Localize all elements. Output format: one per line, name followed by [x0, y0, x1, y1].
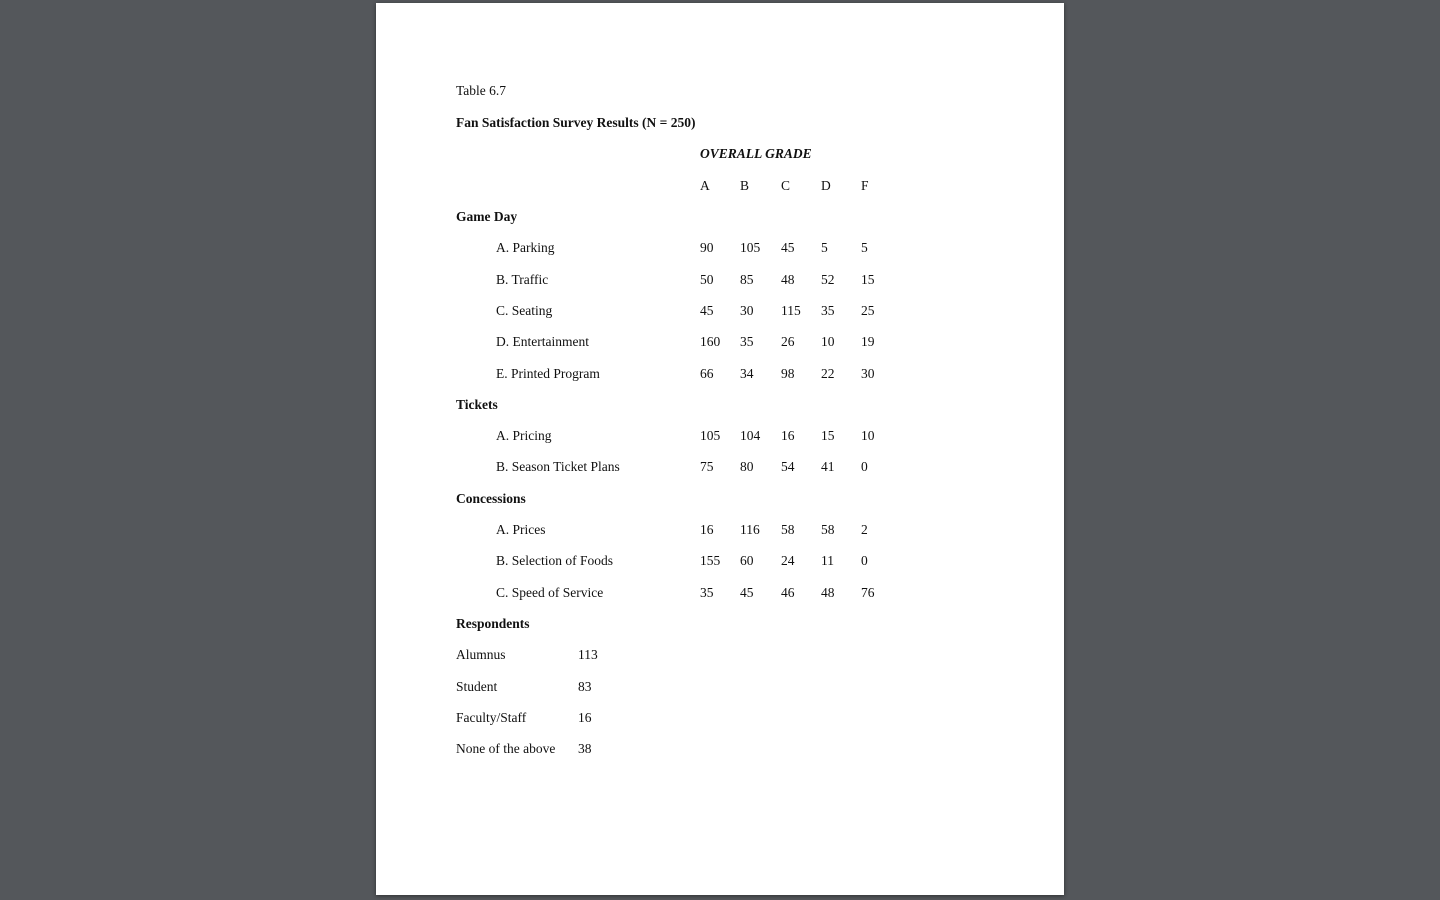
- cell-value: 41: [821, 459, 835, 475]
- respondent-count: 16: [578, 709, 592, 725]
- cell-value: 35: [700, 584, 714, 600]
- row-label: B. Traffic: [496, 271, 549, 287]
- cell-value: 0: [861, 459, 868, 475]
- cell-value: 10: [821, 334, 835, 350]
- cell-value: 15: [861, 271, 875, 287]
- cell-value: 11: [821, 553, 834, 569]
- cell-value: 10: [861, 428, 875, 444]
- cell-value: 58: [781, 522, 795, 537]
- row-label: A. Pricing: [496, 428, 552, 444]
- table-title: Fan Satisfaction Survey Results (N = 250): [456, 115, 696, 130]
- cell-value: 26: [781, 334, 795, 350]
- row-label: C. Seating: [496, 302, 553, 318]
- respondent-label: Alumnus: [456, 647, 506, 663]
- cell-value: 2: [861, 522, 868, 537]
- cell-value: 46: [781, 584, 795, 600]
- document-page: [376, 3, 1064, 895]
- row-label: A. Prices: [496, 522, 546, 537]
- cell-value: 30: [861, 365, 875, 381]
- section-heading: Concessions: [456, 490, 526, 506]
- cell-value: 22: [821, 365, 835, 381]
- cell-value: 160: [700, 334, 721, 350]
- grade-header-f: F: [861, 178, 869, 193]
- cell-value: 25: [861, 302, 875, 318]
- cell-value: 24: [781, 553, 795, 569]
- cell-value: 16: [781, 428, 795, 444]
- respondents-heading: Respondents: [456, 615, 530, 631]
- cell-value: 48: [781, 271, 795, 287]
- cell-value: 5: [861, 240, 868, 256]
- cell-value: 75: [700, 459, 714, 475]
- cell-value: 116: [740, 522, 760, 537]
- cell-value: 15: [821, 428, 835, 444]
- cell-value: 34: [740, 365, 754, 381]
- row-label: D. Entertainment: [496, 334, 589, 350]
- cell-value: 80: [740, 459, 754, 475]
- grade-header-b: B: [740, 178, 750, 193]
- table-label: Table 6.7: [456, 83, 507, 98]
- cell-value: 76: [861, 584, 875, 600]
- cell-value: 90: [700, 240, 714, 256]
- row-label: B. Season Ticket Plans: [496, 459, 620, 475]
- respondent-count: 113: [578, 647, 598, 663]
- cell-value: 54: [781, 459, 795, 475]
- grade-header-d: D: [821, 178, 831, 193]
- respondent-label: Student: [456, 678, 498, 694]
- cell-value: 105: [700, 428, 721, 444]
- cell-value: 155: [700, 553, 721, 569]
- cell-value: 48: [821, 584, 835, 600]
- cell-value: 98: [781, 365, 795, 381]
- cell-value: 50: [700, 271, 714, 287]
- cell-value: 19: [861, 334, 875, 350]
- cell-value: 5: [821, 240, 828, 256]
- cell-value: 30: [740, 302, 754, 318]
- cell-value: 104: [740, 428, 761, 444]
- cell-value: 66: [700, 365, 714, 381]
- cell-value: 52: [821, 271, 835, 287]
- row-label: C. Speed of Service: [496, 584, 604, 600]
- cell-value: 45: [700, 302, 714, 318]
- cell-value: 115: [781, 302, 801, 318]
- cell-value: 45: [781, 240, 795, 256]
- cell-value: 35: [740, 334, 754, 350]
- cell-value: 85: [740, 271, 754, 287]
- cell-value: 60: [740, 553, 754, 569]
- overall-grade-heading: OVERALL GRADE: [700, 146, 812, 161]
- section-heading: Tickets: [456, 396, 498, 412]
- row-label: B. Selection of Foods: [496, 553, 613, 569]
- cell-value: 16: [700, 522, 714, 537]
- respondent-count: 38: [578, 741, 592, 757]
- row-label: A. Parking: [496, 240, 555, 256]
- cell-value: 45: [740, 584, 754, 600]
- section-heading: Game Day: [456, 209, 518, 224]
- row-label: E. Printed Program: [496, 365, 600, 381]
- cell-value: 35: [821, 302, 835, 318]
- cell-value: 0: [861, 553, 868, 569]
- cell-value: 105: [740, 240, 761, 256]
- respondent-label: Faculty/Staff: [456, 709, 527, 725]
- cell-value: 58: [821, 522, 835, 537]
- grade-header-c: C: [781, 178, 791, 193]
- respondent-label: None of the above: [456, 741, 556, 757]
- grade-header-a: A: [700, 178, 710, 193]
- respondent-count: 83: [578, 678, 592, 694]
